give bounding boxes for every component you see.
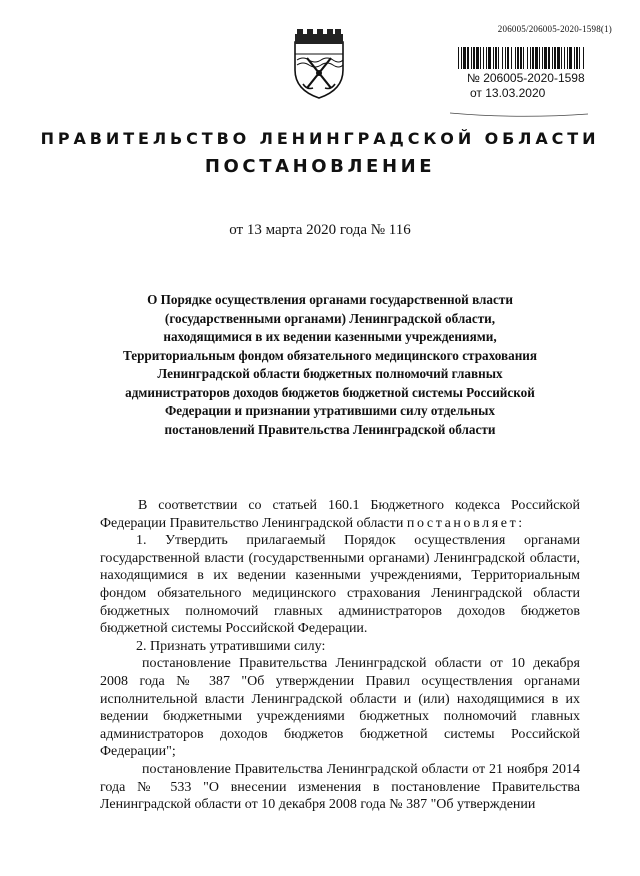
intro-text: В соответствии со статьей 160.1 Бюджетного кодекса Российской Федерации Правительство Ленинградской области (100, 498, 580, 531)
registration-underline (448, 110, 590, 120)
subitem-2: постановление Правительства Ленинградской области от 21 ноября 2014 года № 533 "О внесении изменения в постановление Правительства Ленинградской области от 10 декабря 2008 года № 387 "Об утверждении (100, 761, 580, 813)
item-1: 1. Утвердить прилагаемый Порядок осуществления органами государственной власти (государственными органами) Ленинградской области, находящимися в их ведении казенными учреждениями, Территориальным фондом обязательного медицинского страхования Ленинградской области бюджетных полномочий главных администраторов доходов бюджетов бюджетной системы Российской Федерации. (100, 533, 580, 637)
document-body (100, 497, 580, 814)
document-date-number: от 13 марта 2020 года № 116 (229, 222, 411, 238)
item-2: 2. Признать утратившими силу: (136, 638, 326, 654)
registration-date: от 13.03.2020 (470, 86, 546, 100)
subitem-1: постановление Правительства Ленинградской области от 10 декабря 2008 года № 387 "Об утверждении Правил осуществления органами исполнительной власти Ленинградской области и (или) находящимися в их ведении бюджетными учреждениями бюджетных полномочий главных администраторов доходов бюджетов бюджетной системы Российской Федерации"; (100, 656, 580, 760)
document-type: ПОСТАНОВЛЕНИЕ (204, 156, 436, 177)
intro-paragraph (100, 497, 580, 532)
document-title: О Порядке осуществления органами государственной власти (государственными органами) Ленинградской области, находящимися в их ведении казенными учреждениями, Территориальным фондом обязательного медицинского страхования Ленинградской области бюджетных полномочий главных администраторов доходов бюджетов бюджетной системы Российской Федерации и признании утратившими силу отдельных постановлений Правительства Ленинградской области (122, 292, 538, 437)
intro-verb: постановляет: (406, 515, 525, 531)
coat-of-arms-icon (289, 28, 349, 100)
barcode (458, 47, 586, 69)
issuing-authority: ПРАВИТЕЛЬСТВО ЛЕНИНГРАДСКОЙ ОБЛАСТИ (40, 129, 600, 148)
document-reference-number: 206005/206005-2020-1598(1) (497, 24, 612, 34)
registration-number: № 206005-2020-1598 (467, 71, 585, 85)
